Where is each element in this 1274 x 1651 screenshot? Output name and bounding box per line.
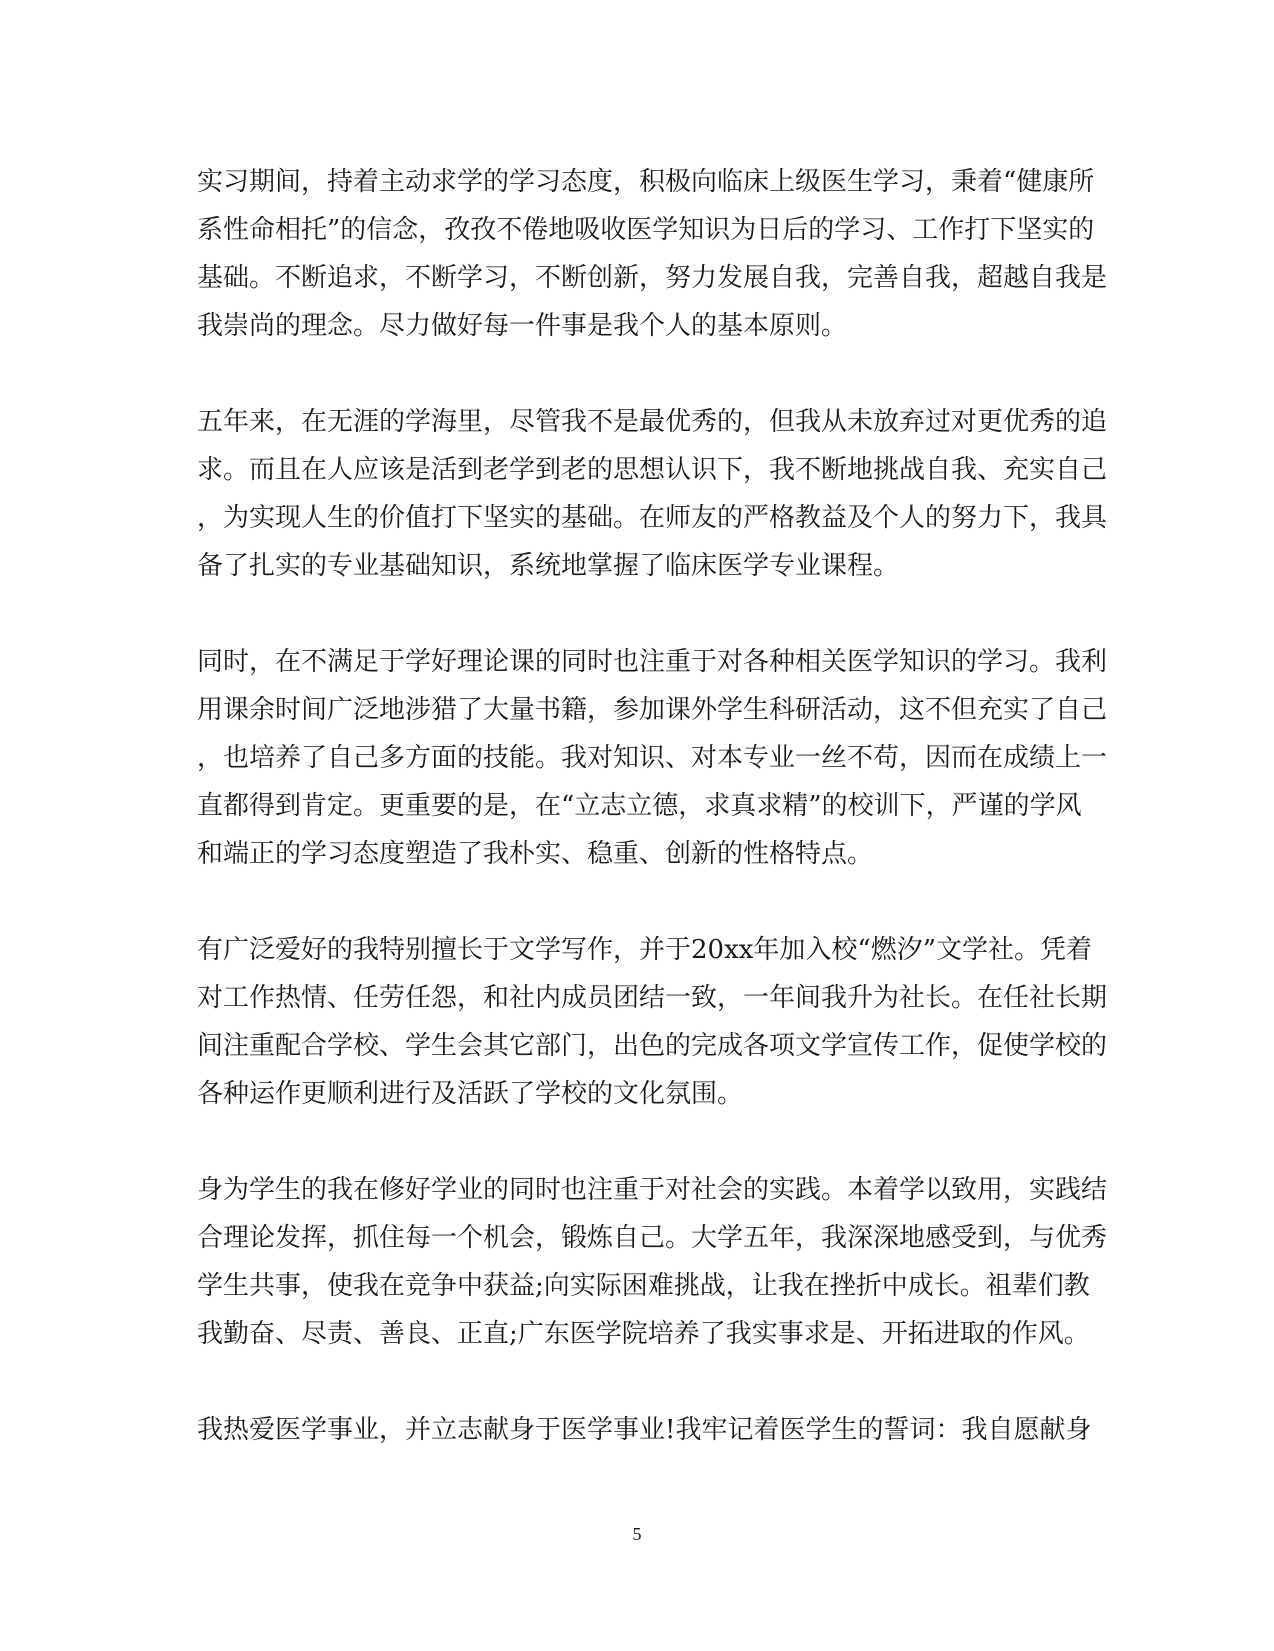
- paragraph: [197, 398, 1108, 590]
- text-line: 直都得到肯定。更重要的是，在“立志立德，求真求精”的校训下，严谨的学风: [197, 791, 1082, 821]
- text-line: 我崇尚的理念。尽力做好每一件事是我个人的基本原则。: [197, 311, 848, 341]
- text-line: 我热爱医学事业，并立志献身于医学事业!我牢记着医学生的誓词：我自愿献身: [197, 1415, 1092, 1445]
- text-line: 和端正的学习态度塑造了我朴实、稳重、创新的性格特点。: [197, 839, 874, 869]
- text-line: 备了扎实的专业基础知识，系统地掌握了临床医学专业课程。: [197, 551, 900, 581]
- text-line: 合理论发挥，抓住每一个机会，锻炼自己。大学五年，我深深地感受到，与优秀: [197, 1223, 1108, 1253]
- body-text: [197, 158, 1108, 1502]
- paragraph: [197, 1166, 1108, 1358]
- text-line: 求。而且在人应该是活到老学到老的思想认识下，我不断地挑战自我、充实自己: [197, 455, 1108, 485]
- text-line: 身为学生的我在修好学业的同时也注重于对社会的实践。本着学以致用，实践结: [197, 1175, 1108, 1205]
- page-number: 5: [632, 1524, 642, 1544]
- text-line: 间注重配合学校、学生会其它部门，出色的完成各项文学宣传工作，促使学校的: [197, 1031, 1108, 1061]
- text-line: 五年来，在无涯的学海里，尽管我不是最优秀的，但我从未放弃过对更优秀的追: [197, 407, 1108, 437]
- paragraph: [197, 926, 1108, 1118]
- paragraph: [197, 638, 1108, 878]
- text-line: 我勤奋、尽责、善良、正直;广东医学院培养了我实事求是、开拓进取的作风。: [197, 1319, 1090, 1349]
- paragraph: [197, 1406, 1092, 1454]
- text-line: 同时，在不满足于学好理论课的同时也注重于对各种相关医学知识的学习。我利: [197, 647, 1108, 677]
- paragraph: [197, 158, 1108, 350]
- text-line: 用课余时间广泛地涉猎了大量书籍，参加课外学生科研活动，这不但充实了自己: [197, 695, 1108, 725]
- text-line: 基础。不断追求，不断学习，不断创新，努力发展自我，完善自我，超越自我是: [197, 263, 1108, 293]
- text-line: 实习期间，持着主动求学的学习态度，积极向临床上级医生学习，秉着“健康所: [197, 167, 1095, 197]
- text-line: 各种运作更顺利进行及活跃了学校的文化氛围。: [197, 1079, 744, 1109]
- text-line: ，也培养了自己多方面的技能。我对知识、对本专业一丝不苟，因而在成绩上一: [197, 743, 1108, 773]
- text-line: 有广泛爱好的我特别擅长于文学写作，并于20xx年加入校“燃汐”文学社。凭着: [197, 935, 1092, 965]
- text-line: 对工作热情、任劳任怨，和社内成员团结一致，一年间我升为社长。在任社长期: [197, 983, 1108, 1013]
- text-line: 系性命相托”的信念，孜孜不倦地吸收医学知识为日后的学习、工作打下坚实的: [197, 215, 1095, 245]
- text-line: 学生共事，使我在竞争中获益;向实际困难挑战，让我在挫折中成长。祖辈们教: [197, 1271, 1090, 1301]
- text-line: ，为实现人生的价值打下坚实的基础。在师友的严格教益及个人的努力下，我具: [197, 503, 1108, 533]
